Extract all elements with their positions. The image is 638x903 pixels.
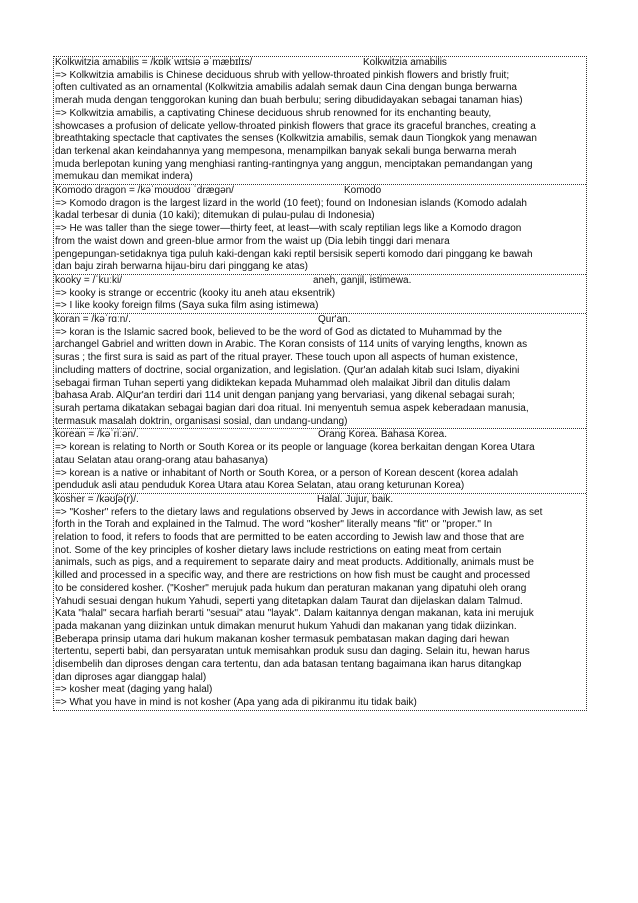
definition-line: breathtaking spectacle that captivates the senses (Kolkwitzia amabilis, semak daun Tiongkok yang menawan: [55, 133, 537, 145]
definition-line: suras ; the first sura is said as part of the ritual prayer. These touch upon all aspects of human existence,: [55, 352, 518, 364]
definition-line: animals, such as pigs, and a requirement to separate dairy and meat products. Additionally, animals must be: [55, 557, 534, 569]
translation: Komodo: [344, 185, 382, 197]
definition-line: killed and processed in a specific way, and there are restrictions on how fish must be caught and processed: [55, 570, 531, 582]
definition-line: pada makanan yang diizinkan untuk dimakan menurut hukum Yahudi dan makanan yang tidak diizinkan.: [55, 620, 517, 632]
headword: Kolkwitzia amabilis = /kɒlkˈwɪtsiə əˈmæbɪlɪs/: [55, 57, 253, 68]
definition-line: dan diproses agar dianggap halal): [55, 671, 207, 683]
definition-line: from the waist down and green-blue armor from the waist up (Dia lebih tinggi dari menara: [55, 235, 450, 247]
definition-line: merah muda dengan tenggorokan kuning dan buah berbulu; sering dibudidayakan sebagai tanaman hias): [55, 95, 523, 107]
translation: Qur'an.: [318, 314, 351, 326]
definition-line: termasuk masalah doktrin, organisasi sosial, dan undang-undang): [55, 415, 348, 427]
definition-line: kadal terbesar di dunia (10 kaki); ditemukan di pulau-pulau di Indonesia): [55, 210, 375, 222]
entry-header: [55, 494, 585, 507]
definition-line: tertentu, seperti babi, dan persyaratan untuk memisahkan produk susu dan daging. Selain itu, hewan harus: [55, 646, 530, 658]
definition-line: to be considered kosher. ("Kosher" merujuk pada hukum dan peraturan makanan yang dipatuhi oleh orang: [55, 582, 527, 594]
definition-line: => "Kosher" refers to the dietary laws and regulations observed by Jews in accordance with Jewish law, as set: [55, 506, 543, 518]
definition-line: surah pertama dikatakan sebagai bagian dari doa ritual. Ini menyentuh semua aspek keberadaan manusia,: [55, 402, 529, 414]
entry-kolkwitzia: [54, 57, 586, 184]
entry-header: [55, 275, 585, 288]
definition-line: disembelih dan diproses dengan cara tertentu, dan ada batasan tentang bagaimana ikan harus ditangkap: [55, 659, 522, 671]
definition-line: atau Selatan atau orang-orang atau bahasanya): [55, 454, 268, 466]
definition-line: Yahudi sesuai dengan hukum Yahudi, seperti yang ditetapkan dalam Taurat dan dijelaskan dalam Talmud.: [55, 595, 523, 607]
definition-line: dan terkenal akan keindahannya yang mempesona, menampilkan banyak sekali bunga berwarna merah: [55, 145, 517, 157]
entry-kooky: [54, 274, 586, 313]
definition-line: sebagai firman Tuhan seperti yang didiktekan kepada Muhammad oleh malaikat Jibril dan ditulis dalam: [55, 377, 511, 389]
definition-line: Beberapa prinsip utama dari hukum makanan kosher termasuk pembatasan makan daging dari hewan: [55, 633, 510, 645]
definition-line: dan baju zirah berwarna hijau-biru dari pinggang ke atas): [55, 261, 308, 273]
translation: Kolkwitzia amabilis: [363, 57, 447, 68]
headword: koran = /kəˈrɑːn/.: [55, 314, 131, 326]
headword: kosher = /kəʊʃə(r)/.: [55, 493, 139, 505]
definition-line: including matters of doctrine, social organization, and legislation. (Qur'an adalah kitab suci Islam, diyakini: [55, 364, 520, 376]
definition-line: => Komodo dragon is the largest lizard in the world (10 feet); found on Indonesian islands (Komodo adalah: [55, 197, 527, 209]
translation: Orang Korea. Bahasa Korea.: [318, 429, 447, 441]
definition-line: pengepungan-setidaknya tiga puluh kaki-dengan kaki reptil bersisik seperti komodo dari pinggang ke bawah: [55, 248, 533, 260]
definition-line: penduduk asli atau penduduk Korea Utara atau Korea Selatan, atau orang keturunan Korea): [55, 480, 465, 492]
definition-line: forth in the Torah and explained in the Talmud. The word "kosher" literally means "fit" or "proper." In: [55, 519, 493, 531]
definition-line: => kosher meat (daging yang halal): [55, 684, 213, 696]
definition-line: => kooky is strange or eccentric (kooky itu aneh atau eksentrik): [55, 287, 336, 299]
definition-line: muda berlepotan kuning yang menghiasi ranting-rantingnya yang anggun, menciptakan pemandangan yang: [55, 158, 533, 170]
entry-korean: [54, 428, 586, 493]
definition-line: archangel Gabriel and written down in Arabic. The Koran consists of 114 units of varying lengths, known as: [55, 339, 528, 351]
entry-kosher: [54, 493, 586, 710]
entry-koran: [54, 313, 586, 428]
entry-header: [55, 314, 585, 327]
definition-line: => I like kooky foreign films (Saya suka film asing istimewa): [55, 300, 319, 312]
definition-line: showcases a profusion of delicate yellow-throated pinkish flowers that grace its graceful branches, creating a: [55, 120, 536, 132]
definition-line: => Kolkwitzia amabilis is Chinese deciduous shrub with yellow-throated pinkish flowers and bristly fruit;: [55, 69, 510, 81]
dictionary-document: [53, 56, 587, 711]
definition-line: relation to food, it refers to foods that are permitted to be eaten according to Jewish law and those that are: [55, 532, 525, 544]
definition-line: => Kolkwitzia amabilis, a captivating Chinese deciduous shrub renowned for its enchanting beauty,: [55, 107, 492, 119]
definition-line: Kata "halal" secara harfiah berarti "sesuai" atau "layak". Dalam kaitannya dengan makanan, kata ini merujuk: [55, 608, 534, 620]
definition-line: bahasa Arab. AlQur'an terdiri dari 114 unit dengan panjang yang bervariasi, yang dikenal sebagai surah;: [55, 390, 515, 402]
definition-line: => koran is the Islamic sacred book, believed to be the word of God as dictated to Muhammad by the: [55, 326, 502, 338]
entry-header: [55, 57, 585, 70]
headword: Komodo dragon = /kəˈmoʊdoʊ ˈdræɡən/: [55, 185, 234, 197]
entry-header: [55, 429, 585, 442]
translation: aneh, ganjil, istimewa.: [313, 274, 412, 286]
definition-line: not. Some of the key principles of kosher dietary laws include restrictions on eating meat from certain: [55, 544, 502, 556]
entry-header: [55, 185, 585, 198]
definition-line: => korean is a native or inhabitant of North or South Korea, or a person of Korean descent (korea adalah: [55, 467, 519, 479]
definition-line: => korean is relating to North or South Korea or its people or language (korea berkaitan dengan Korea Utara: [55, 442, 535, 454]
headword: kooky = /ˈkuːki/: [55, 274, 122, 286]
translation: Halal. Jujur, baik.: [317, 493, 394, 505]
definition-line: => What you have in mind is not kosher (Apa yang ada di pikiranmu itu tidak baik): [55, 697, 417, 709]
entry-komodo-dragon: [54, 184, 586, 274]
definition-line: => He was taller than the siege tower—thirty feet, at least—with scaly reptilian legs like a Komodo dragon: [55, 223, 522, 235]
definition-line: often cultivated as an ornamental (Kolkwitzia amabilis adalah semak daun Cina dengan bunga berwarna: [55, 82, 517, 94]
definition-line: memukau dan memikat indera): [55, 171, 193, 183]
headword: korean = /kəˈriːən/.: [55, 429, 139, 441]
